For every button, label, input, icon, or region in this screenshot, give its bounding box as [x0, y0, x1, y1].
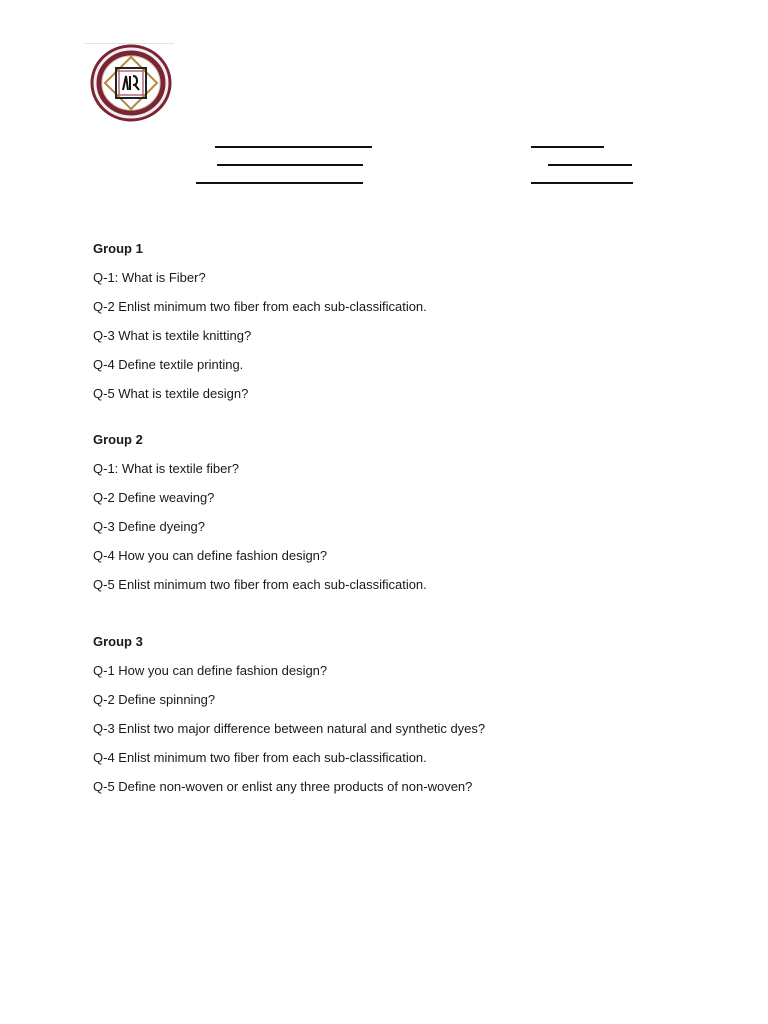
university-seal-icon: [90, 44, 172, 122]
question-item: Q-4 How you can define fashion design?: [93, 548, 328, 563]
blank-line-course: [196, 182, 363, 184]
group-title: Group 2: [93, 432, 143, 447]
blank-line-roll: [217, 164, 363, 166]
blank-line-name: [215, 146, 372, 148]
question-item: Q-5 Define non-woven or enlist any three products of non-woven?: [93, 779, 473, 794]
group-title: Group 1: [93, 241, 143, 256]
question-item: Q-2 Enlist minimum two fiber from each sub-classification.: [93, 299, 427, 314]
question-item: Q-3 What is textile knitting?: [93, 328, 252, 343]
blank-line-section: [548, 164, 632, 166]
group-title: Group 3: [93, 634, 143, 649]
question-item: Q-5 Enlist minimum two fiber from each sub-classification.: [93, 577, 427, 592]
blank-line-date: [531, 146, 604, 148]
question-group-3: [93, 633, 693, 807]
question-group-1: [93, 240, 693, 414]
question-group-2: [93, 431, 693, 605]
question-item: Q-2 Define weaving?: [93, 490, 215, 505]
question-item: Q-4 Define textile printing.: [93, 357, 244, 372]
question-item: Q-1 How you can define fashion design?: [93, 663, 328, 678]
question-item: Q-2 Define spinning?: [93, 692, 216, 707]
question-item: Q-3 Enlist two major difference between natural and synthetic dyes?: [93, 721, 486, 736]
blank-line-marks: [531, 182, 633, 184]
question-item: Q-4 Enlist minimum two fiber from each sub-classification.: [93, 750, 427, 765]
question-item: Q-1: What is textile fiber?: [93, 461, 239, 476]
question-item: Q-5 What is textile design?: [93, 386, 249, 401]
question-item: Q-3 Define dyeing?: [93, 519, 206, 534]
question-item: Q-1: What is Fiber?: [93, 270, 206, 285]
